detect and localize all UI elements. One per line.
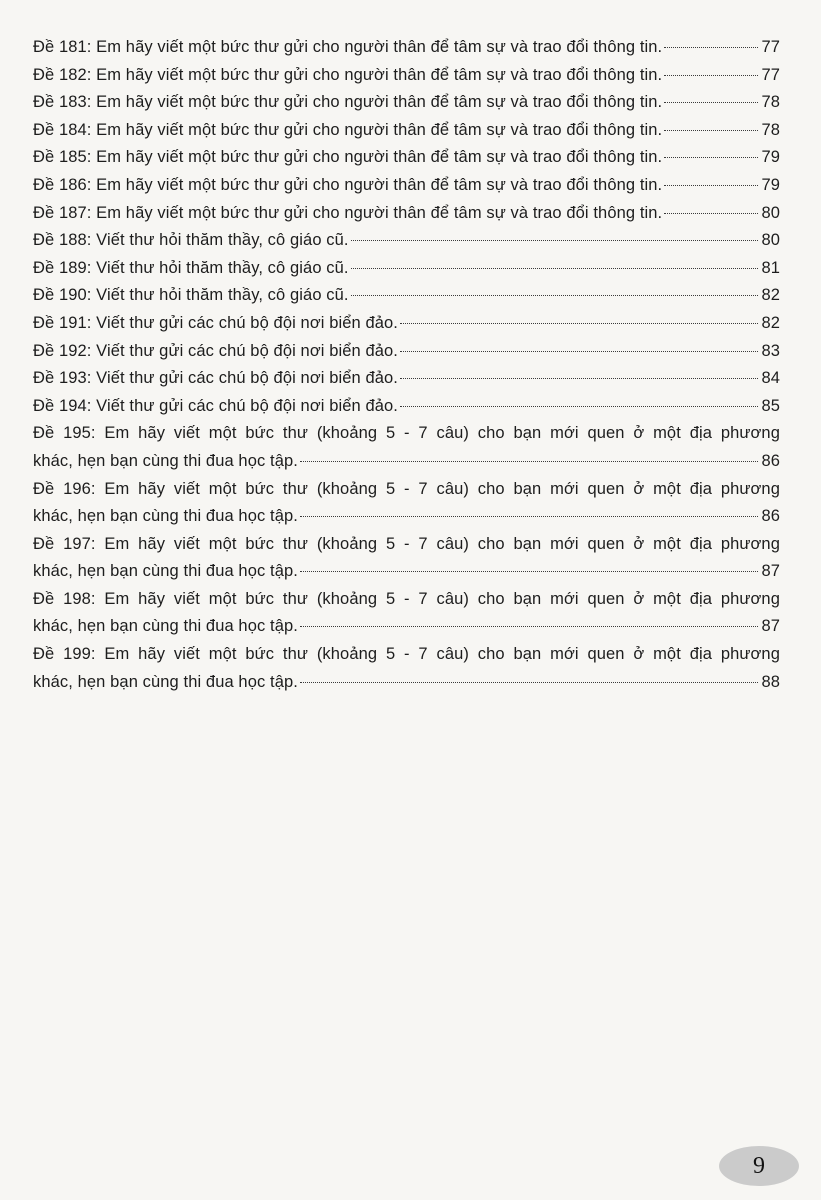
toc-entry[interactable]: [33, 476, 780, 531]
toc-page-number: 79: [761, 175, 780, 194]
toc-entry-line: [33, 144, 780, 172]
toc-entry-title: Đề 184: Em hãy viết một bức thư gửi cho người thân để tâm sự và trao đổi thông tin.: [33, 120, 663, 139]
dot-leader: [400, 406, 758, 407]
toc-entry[interactable]: [33, 586, 780, 641]
dot-leader: [664, 75, 758, 76]
toc-page-number: 79: [761, 148, 780, 167]
toc-entry-title: Đề 191: Viết thư gửi các chú bộ đội nơi biển đảo.: [33, 313, 398, 332]
toc-page-number: 80: [761, 203, 780, 222]
toc-page-number: 78: [761, 120, 780, 139]
dot-leader: [300, 626, 758, 627]
toc-entry-title: Đề 182: Em hãy viết một bức thư gửi cho người thân để tâm sự và trao đổi thông tin.: [33, 65, 663, 84]
dot-leader: [300, 571, 758, 572]
toc-entry[interactable]: [33, 62, 780, 90]
dot-leader: [351, 240, 759, 241]
toc-entry-title: khác, hẹn bạn cùng thi đua học tập.: [33, 672, 298, 691]
dot-leader: [664, 130, 758, 131]
toc-entry-line: [33, 448, 780, 476]
toc-page-number: 77: [761, 65, 780, 84]
dot-leader: [300, 461, 758, 462]
toc-entry-title: Đề 189: Viết thư hỏi thăm thầy, cô giáo cũ.: [33, 258, 349, 277]
dot-leader: [300, 516, 758, 517]
toc-page-number: 82: [761, 286, 780, 305]
toc-entry-title: khác, hẹn bạn cùng thi đua học tập.: [33, 507, 298, 526]
toc-entry-line: [33, 172, 780, 200]
toc-page-number: 78: [761, 93, 780, 112]
toc-entry-line: [33, 503, 780, 531]
dot-leader: [400, 351, 758, 352]
toc-entry-line: [33, 558, 780, 586]
toc-entry-line: [33, 393, 780, 421]
toc-entry[interactable]: [33, 200, 780, 228]
toc-entry[interactable]: [33, 117, 780, 145]
toc-page-number: 86: [761, 507, 780, 526]
toc-page-number: 77: [761, 38, 780, 56]
dot-leader: [664, 47, 758, 48]
toc-entry-line: [33, 338, 780, 366]
toc-entry[interactable]: [33, 393, 780, 421]
toc-entry[interactable]: [33, 227, 780, 255]
dot-leader: [300, 682, 758, 683]
toc-entry-title: Đề 185: Em hãy viết một bức thư gửi cho người thân để tâm sự và trao đổi thông tin.: [33, 148, 663, 167]
toc-entry[interactable]: [33, 310, 780, 338]
toc-entry-line: [33, 282, 780, 310]
page-number: 9: [753, 1152, 765, 1179]
toc-entry-line: [33, 89, 780, 117]
toc-entry-title: Đề 188: Viết thư hỏi thăm thầy, cô giáo cũ.: [33, 231, 349, 250]
toc-entry[interactable]: [33, 89, 780, 117]
toc-entry-text-line: Đề 195: Em hãy viết một bức thư (khoảng 5 - 7 câu) cho bạn mới quen ở một địa phương: [33, 424, 780, 443]
toc-entry-line: [33, 34, 780, 62]
toc-entry[interactable]: [33, 144, 780, 172]
toc-entry-line: [33, 310, 780, 338]
toc-page-number: 80: [761, 231, 780, 250]
toc-entry-title: Đề 187: Em hãy viết một bức thư gửi cho người thân để tâm sự và trao đổi thông tin.: [33, 203, 663, 222]
toc-page-number: 85: [761, 396, 780, 415]
toc-entry-title: Đề 193: Viết thư gửi các chú bộ đội nơi biển đảo.: [33, 369, 398, 388]
toc-entry[interactable]: [33, 34, 780, 62]
toc-entry-text-line: Đề 196: Em hãy viết một bức thư (khoảng 5 - 7 câu) cho bạn mới quen ở một địa phương: [33, 479, 780, 498]
toc-entry-title: khác, hẹn bạn cùng thi đua học tập.: [33, 617, 298, 636]
toc-entry[interactable]: [33, 282, 780, 310]
toc-entry-text-line: Đề 199: Em hãy viết một bức thư (khoảng 5 - 7 câu) cho bạn mới quen ở một địa phương: [33, 645, 780, 664]
dot-leader: [664, 185, 758, 186]
toc-entry-title: Đề 192: Viết thư gửi các chú bộ đội nơi biển đảo.: [33, 341, 398, 360]
page-number-badge: [719, 1146, 799, 1186]
toc-page-number: 87: [761, 617, 780, 636]
dot-leader: [664, 157, 758, 158]
dot-leader: [400, 378, 758, 379]
dot-leader: [664, 102, 758, 103]
toc-page-number: 82: [761, 313, 780, 332]
toc-entry-title: Đề 181: Em hãy viết một bức thư gửi cho người thân để tâm sự và trao đổi thông tin.: [33, 38, 663, 56]
toc-page-number: 83: [761, 341, 780, 360]
toc-entry-line: [33, 62, 780, 90]
toc-entry-line: [33, 200, 780, 228]
toc-entry[interactable]: [33, 531, 780, 586]
toc-entry-title: Đề 186: Em hãy viết một bức thư gửi cho người thân để tâm sự và trao đổi thông tin.: [33, 175, 663, 194]
toc-entry-line: [33, 613, 780, 641]
toc-entry-title: Đề 183: Em hãy viết một bức thư gửi cho người thân để tâm sự và trao đổi thông tin.: [33, 93, 663, 112]
toc-entry[interactable]: [33, 172, 780, 200]
toc-page-number: 86: [761, 451, 780, 470]
toc-entry-line: [33, 255, 780, 283]
toc-entry-text-line: Đề 197: Em hãy viết một bức thư (khoảng 5 - 7 câu) cho bạn mới quen ở một địa phương: [33, 534, 780, 553]
toc-page-number: 81: [761, 258, 780, 277]
toc-page-number: 87: [761, 562, 780, 581]
toc-entry-line: [33, 669, 780, 697]
toc-page-number: 88: [761, 672, 780, 691]
dot-leader: [400, 323, 758, 324]
table-of-contents: [33, 34, 780, 696]
dot-leader: [351, 295, 759, 296]
toc-entry[interactable]: [33, 338, 780, 366]
toc-entry-title: Đề 194: Viết thư gửi các chú bộ đội nơi biển đảo.: [33, 396, 398, 415]
toc-entry-line: [33, 117, 780, 145]
toc-entry-title: Đề 190: Viết thư hỏi thăm thầy, cô giáo cũ.: [33, 286, 349, 305]
toc-entry-text-line: Đề 198: Em hãy viết một bức thư (khoảng 5 - 7 câu) cho bạn mới quen ở một địa phương: [33, 589, 780, 608]
toc-entry[interactable]: [33, 255, 780, 283]
dot-leader: [664, 213, 758, 214]
toc-entry-line: [33, 365, 780, 393]
toc-page-number: 84: [761, 369, 780, 388]
toc-entry[interactable]: [33, 365, 780, 393]
dot-leader: [351, 268, 759, 269]
toc-entry[interactable]: [33, 641, 780, 696]
toc-entry-title: khác, hẹn bạn cùng thi đua học tập.: [33, 562, 298, 581]
toc-entry[interactable]: [33, 420, 780, 475]
toc-entry-line: [33, 227, 780, 255]
toc-entry-title: khác, hẹn bạn cùng thi đua học tập.: [33, 451, 298, 470]
